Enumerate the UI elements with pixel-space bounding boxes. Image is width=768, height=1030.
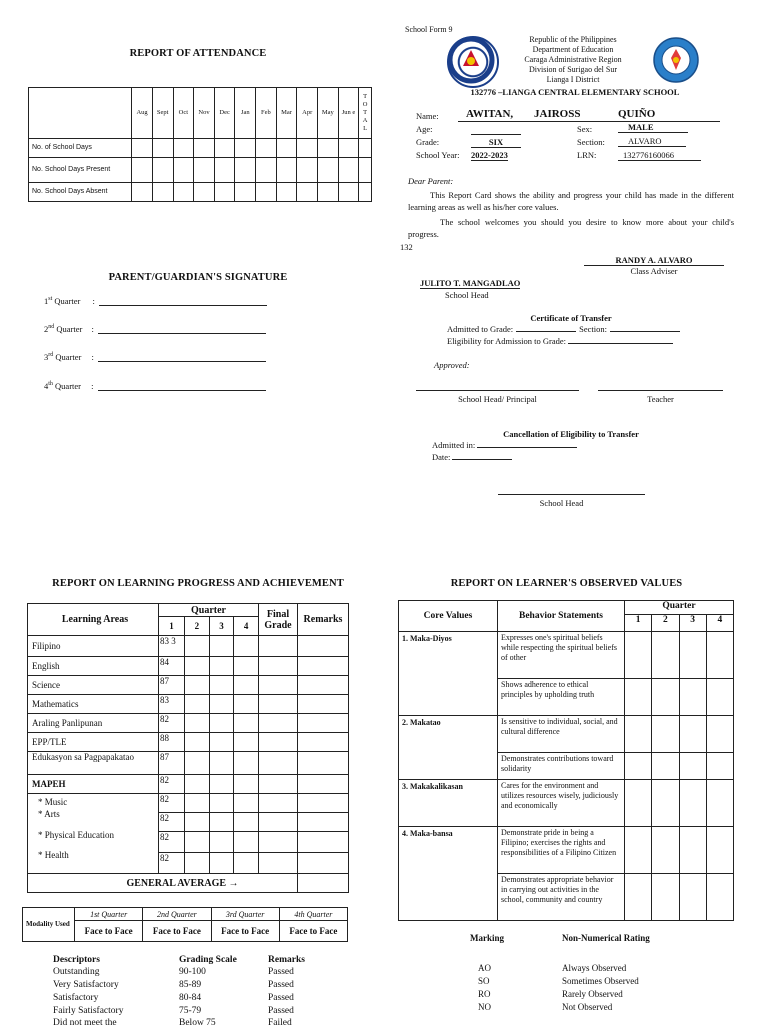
values-row: 3. Makakalikasan Cares for the environment and utilizes resources wisely, judiciously and economically bbox=[399, 780, 734, 827]
month-header: Mar bbox=[276, 88, 297, 139]
attendance-row: No. School Days Absent bbox=[29, 183, 372, 202]
adviser-name: RANDY A. ALVARO bbox=[584, 255, 724, 266]
sex-label: Sex: bbox=[577, 124, 593, 134]
lrn-label: LRN: bbox=[577, 150, 597, 160]
month-header: Jan bbox=[235, 88, 256, 139]
attendance-row: No. of School Days bbox=[29, 139, 372, 158]
sex-field: MALE bbox=[618, 122, 688, 133]
sy-field: 2022-2023 bbox=[471, 150, 508, 160]
cancel-signature-line[interactable] bbox=[498, 494, 645, 495]
month-header: Jun e bbox=[338, 88, 359, 139]
name-field: AWITAN, JAIROSS QUIÑO bbox=[458, 108, 720, 122]
subject-row: EPP/TLE 88 bbox=[28, 733, 349, 752]
stray-text: 132 bbox=[400, 242, 413, 252]
grade-field: SIX bbox=[471, 137, 521, 148]
cancel-sig-label: School Head bbox=[539, 498, 584, 508]
month-header: Nov bbox=[194, 88, 215, 139]
values-title: REPORT ON LEARNER'S OBSERVED VALUES bbox=[450, 578, 683, 589]
values-row: 2. Makatao Is sensitive to individual, social, and cultural difference bbox=[399, 716, 734, 753]
school-head-role: School Head bbox=[445, 290, 489, 300]
cancel-title: Cancellation of Eligibility to Transfer bbox=[503, 429, 639, 439]
letter-salutation: Dear Parent: bbox=[408, 176, 454, 186]
school-name: 132776 –LIANGA CENTRAL ELEMENTARY SCHOOL bbox=[470, 87, 680, 97]
admitted-in-line[interactable]: Admitted in: bbox=[432, 440, 577, 450]
subject-row: MAPEH 82 bbox=[28, 775, 349, 794]
eligibility-line[interactable]: Eligibility for Admission to Grade: bbox=[447, 336, 673, 346]
admitted-grade-line[interactable]: Admitted to Grade: Section: bbox=[447, 324, 680, 334]
subject-row: 82 bbox=[28, 853, 349, 874]
subject-row: Edukasyon sa Pagpapakatao 87 bbox=[28, 752, 349, 775]
subject-row: Filipino 83 3 bbox=[28, 636, 349, 657]
month-header: Apr bbox=[297, 88, 318, 139]
month-header: Aug bbox=[132, 88, 153, 139]
values-row: 1. Maka-Diyos Expresses one's spiritual beliefs while respecting the spiritual beliefs of other bbox=[399, 632, 734, 679]
marking-legend: Marking Non-Numerical Rating AO Always Observed SO Sometimes Observed RO Rarely Observed NO Not Observed bbox=[470, 933, 650, 1012]
transfer-title: Certificate of Transfer bbox=[530, 313, 612, 323]
deped-seal-icon bbox=[447, 36, 499, 88]
form-number: School Form 9 bbox=[405, 25, 453, 34]
name-label: Name: bbox=[416, 111, 439, 121]
grades-table: Learning Areas Quarter Final Grade Remarks 1 2 3 4 Filipino 83 3 English 84 Science 87 Mathematics 83 Araling Panlipunan 82 EPP/TLE 88 Edukasyon sa Pagpapakatao 87 MAPEH 82 * Music * Arts * Physical Education * Health 82 82 82 82 GENERAL AVERAGE → bbox=[27, 603, 349, 893]
values-row: Shows adherence to ethical principles by upholding truth bbox=[399, 679, 734, 716]
attendance-table bbox=[28, 87, 372, 202]
month-header: Sept bbox=[152, 88, 173, 139]
month-header: May bbox=[318, 88, 339, 139]
values-row: 4. Maka-bansa Demonstrate pride in being a Filipino; exercises the rights and responsibilities of a Filipino Citizen bbox=[399, 827, 734, 874]
date-line[interactable]: Date: bbox=[432, 452, 512, 462]
subject-row: Science 87 bbox=[28, 676, 349, 695]
sy-label: School Year: bbox=[416, 150, 460, 160]
subject-row: English 84 bbox=[28, 657, 349, 676]
attendance-row: No. School Days Present bbox=[29, 158, 372, 183]
teacher-label: Teacher bbox=[647, 394, 674, 404]
age-field bbox=[471, 124, 521, 135]
general-average-row: GENERAL AVERAGE → bbox=[28, 874, 349, 893]
guardian-signature-line[interactable]: 3rd Quarter : bbox=[44, 352, 266, 362]
guardian-title: PARENT/GUARDIAN'S SIGNATURE bbox=[108, 272, 288, 283]
subject-row: Mathematics 83 bbox=[28, 695, 349, 714]
approved-label: Approved: bbox=[434, 360, 470, 370]
grading-scale: Descriptors Grading Scale Remarks Outstanding 90-100 Passed Very Satisfactory 85-89 Passed Satisfactory 80-84 Passed Fairly Satisfactory 75-79 Passed Did not meet the Below 75 Failed bbox=[53, 955, 305, 1028]
adviser-role: Class Adviser bbox=[630, 266, 678, 276]
month-header: Dec bbox=[214, 88, 235, 139]
guardian-signature-line[interactable]: 1st Quarter : bbox=[44, 296, 267, 306]
guardian-signature-line[interactable]: 2nd Quarter : bbox=[44, 324, 266, 334]
subject-row: Araling Panlipunan 82 bbox=[28, 714, 349, 733]
letter-paragraph: The school welcomes you should you desire to know more about your child's progress. bbox=[408, 217, 734, 239]
values-row: Demonstrates appropriate behavior in carrying out activities in the school, community and country bbox=[399, 874, 734, 921]
month-header: TOTAL bbox=[359, 88, 372, 139]
teacher-signature-line[interactable] bbox=[598, 390, 723, 391]
letter-paragraph: This Report Card shows the ability and progress your child has made in the different learning areas as well as his/her core values. bbox=[408, 190, 734, 212]
subject-row: 82 bbox=[28, 813, 349, 832]
values-table: Core Values Behavior Statements Quarter 1 2 3 4 1. Maka-Diyos Expresses one's spiritual beliefs while respecting the spiritual beliefs of other Shows adherence to ethical principles by upholding truth 2. Makatao Is sensitive to individual, social, and cultural difference Demonstrates contributions toward solidarity 3. Makakalikasan Cares for the environment and utilizes resources wisely, judiciously and economically 4. Maka-bansa Demonstrate pride in being a Filipino; exercises the rights and responsibilities of a Filipino Citizen Demonstrates appropriate behavior in carrying out activities in the school, community and country bbox=[398, 600, 734, 921]
subject-row: * Music * Arts * Physical Education * Health 82 bbox=[28, 794, 349, 813]
section-field: ALVARO bbox=[618, 136, 686, 147]
school-header: Republic of the Philippines Department of Education Caraga Administrative Region Division of Surigao del Sur Lianga I District bbox=[524, 35, 622, 84]
attendance-title: REPORT OF ATTENDANCE bbox=[129, 48, 267, 59]
principal-label: School Head/ Principal bbox=[458, 394, 537, 404]
progress-title: REPORT ON LEARNING PROGRESS AND ACHIEVEMENT bbox=[52, 578, 344, 589]
lrn-field: 132776160066 bbox=[618, 150, 701, 161]
guardian-signature-line[interactable]: 4th Quarter : bbox=[44, 381, 266, 391]
month-header: Feb bbox=[256, 88, 277, 139]
principal-signature-line[interactable] bbox=[416, 390, 579, 391]
subject-row: 82 bbox=[28, 832, 349, 853]
grade-label: Grade: bbox=[416, 137, 440, 147]
month-header: Oct bbox=[173, 88, 194, 139]
values-row: Demonstrates contributions toward solidarity bbox=[399, 753, 734, 780]
modality-table: Modality Used 1st Quarter 2nd Quarter 3rd Quarter 4th Quarter Face to Face Face to Face Face to Face Face to Face bbox=[22, 907, 348, 942]
age-label: Age: bbox=[416, 124, 433, 134]
section-label: Section: bbox=[577, 137, 605, 147]
school-head-name: JULITO T. MANGADLAO bbox=[420, 278, 521, 288]
school-seal-icon bbox=[652, 36, 700, 84]
